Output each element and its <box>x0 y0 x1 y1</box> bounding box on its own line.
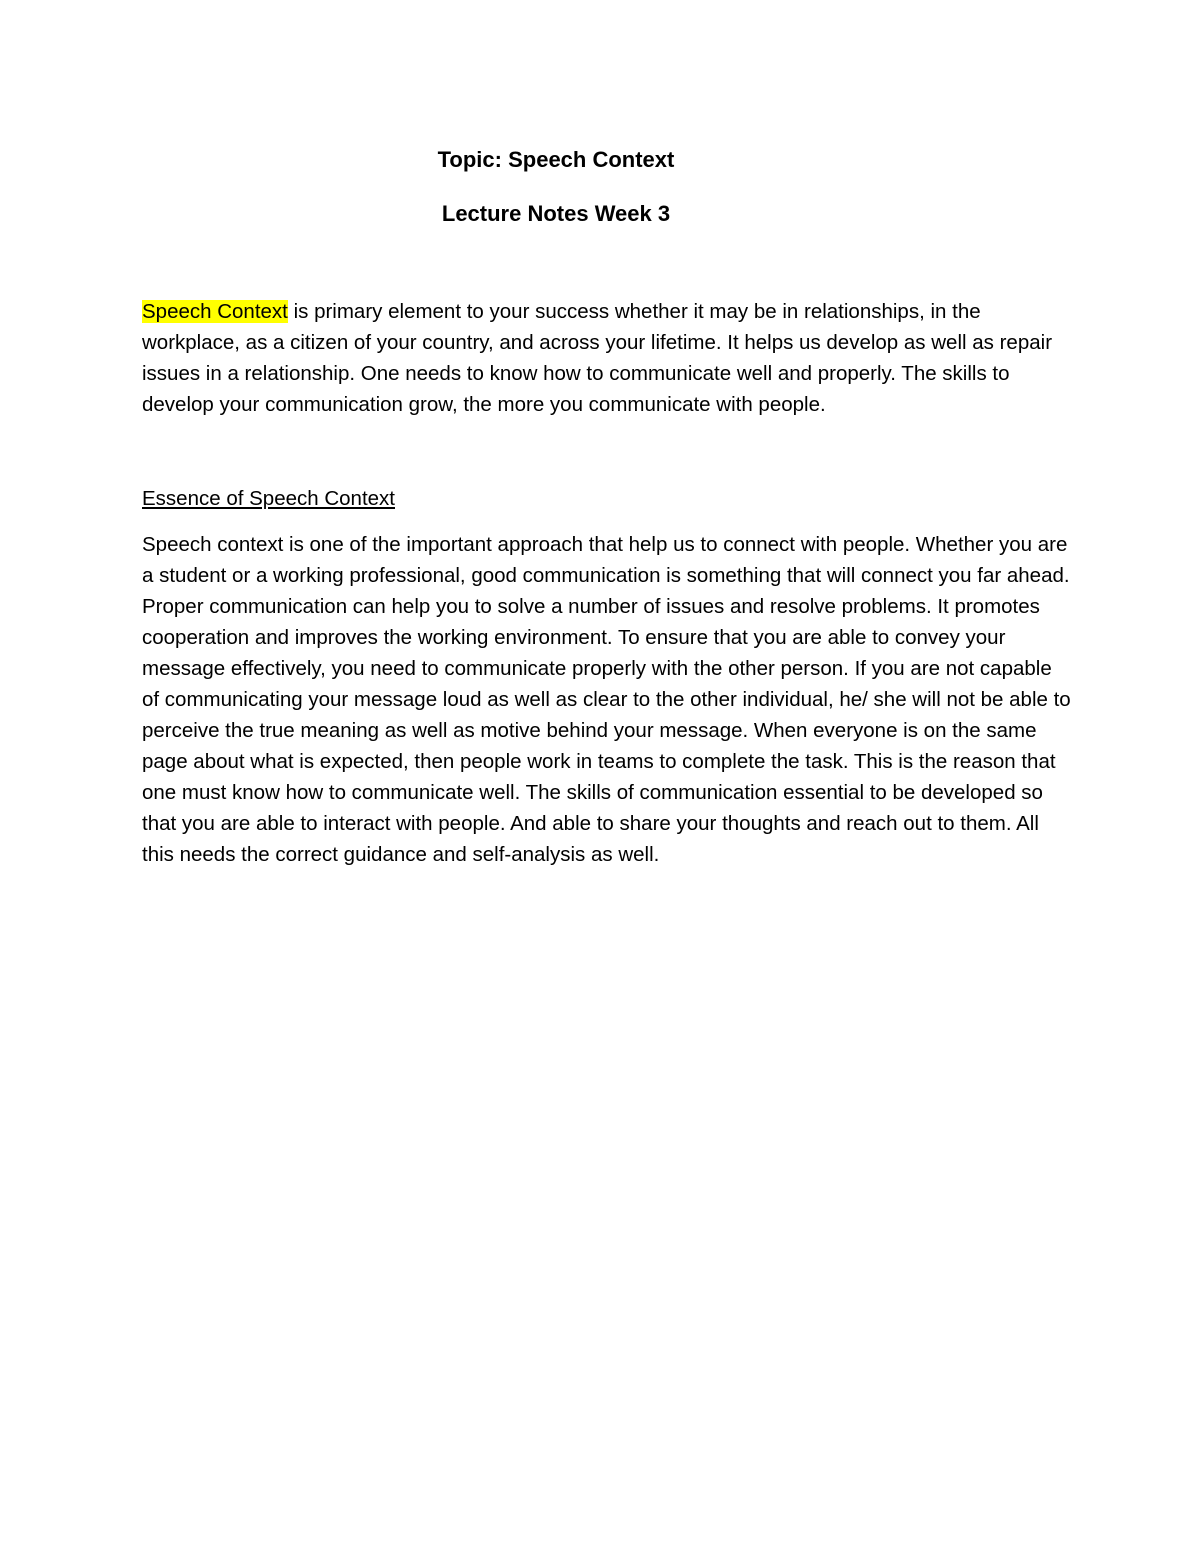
intro-paragraph <box>142 296 1072 420</box>
highlighted-term: Speech Context <box>142 300 288 323</box>
section-heading: Essence of Speech Context <box>142 487 395 510</box>
intro-text: is primary element to your success whether it may be in relationships, in the workplace, as a citizen of your country, and across your lifetime. It helps us develop as well as repair issues in a relationship. One needs to know how to communicate well and properly. The skills to develop your communication grow, the more you communicate with people. <box>142 300 1053 416</box>
document-subtitle: Lecture Notes Week 3 <box>441 201 671 226</box>
document-title: Topic: Speech Context <box>437 147 675 172</box>
section-body-paragraph: Speech context is one of the important approach that help us to connect with people. Whether you are a student or a working professional, good communication is something that will connect you far ahead. Proper communication can help you to solve a number of issues and resolve problems. It promotes cooperation and improves the working environment. To ensure that you are able to convey your message effectively, you need to communicate properly with the other person. If you are not capable of communicating your message loud as well as clear to the other individual, he/ she will not be able to perceive the true meaning as well as motive behind your message. When everyone is on the same page about what is expected, then people work in teams to complete the task. This is the reason that one must know how to communicate well. The skills of communication essential to be developed so that you are able to interact with people. And able to share your thoughts and reach out to them. All this needs the correct guidance and self-analysis as well. <box>142 533 1071 866</box>
